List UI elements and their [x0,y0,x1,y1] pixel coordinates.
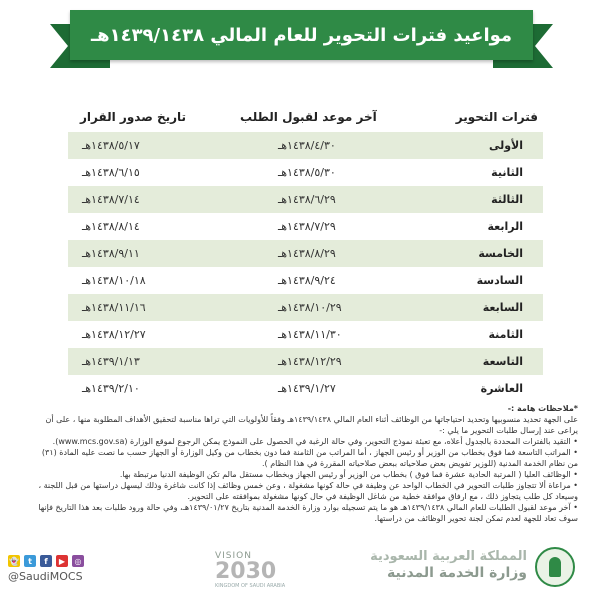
cell-last-date: ١٤٣٨/٤/٣٠هـ [278,139,336,152]
cell-period: الثامنة [488,328,523,341]
cell-period: السابعة [482,301,523,314]
cell-last-date: ١٤٣٨/٥/٣٠هـ [278,166,336,179]
note-item: • مراعاة ألا تتجاوز طلبات التحوير في الخطاب الواحد عن وظيفة في حالة كونها مشغولة ، وعن خمس وظائف إذا كانت شاغرة وذلك ليسهل دراستها من قبل اللجنة ، وسيعاد كل طلب يتجاوز ذلك ، مع ارفاق موافقة خطية من شاغل الوظيفة في حال كونها مشغولة بموافقته على التحوير. [30,480,578,502]
instagram-icon[interactable]: ◎ [72,555,84,567]
note-item: • المراتب التاسعة فما فوق بخطاب من الوزير أو رئيس الجهاز ، أما المراتب من الثامنة فما دون بخطاب من وكيل الوزارة أو الجهاز حسب ما نصت عليه المادة (٣١) من نظام الخدمة المدنية (للوزير تفويض بعض صلاحياته ببعض صلاحياته المقررة في هذا النظام ). [30,447,578,469]
notes-section [30,403,578,524]
cell-decision-date: ١٤٣٨/٩/١١هـ [82,247,140,260]
cell-decision-date: ١٤٣٨/٦/١٥هـ [82,166,140,179]
footer [0,545,603,600]
schedule-table [68,132,543,402]
cell-period: الخامسة [478,247,523,260]
note-item: • التقيد بالفترات المحددة بالجدول أعلاه، مع تعبئة نموذج التحوير، وفي حالة الرغبة في الحصول على النموذج يمكن الرجوع لموقع الوزارة (www.mcs.gov.sa). [30,436,578,447]
cell-last-date: ١٤٣٨/٧/٢٩هـ [278,220,336,233]
cell-period: الثانية [491,166,523,179]
cell-last-date: ١٤٣٨/١١/٣٠هـ [278,328,342,341]
notes-title: *ملاحظات هامة :- [507,404,578,413]
banner-body [70,10,533,60]
palm-swords-emblem-icon [535,547,575,587]
table-row [68,267,543,294]
cell-decision-date: ١٤٣٨/١٠/١٨هـ [82,274,146,287]
twitter-icon[interactable]: t [24,555,36,567]
youtube-icon[interactable]: ▶ [56,555,68,567]
vision-label: VISION [215,551,252,561]
header-period: فترات التحوير [455,110,538,124]
cell-decision-date: ١٤٣٨/٥/١٧هـ [82,139,140,152]
table-row [68,186,543,213]
facebook-icon[interactable]: f [40,555,52,567]
cell-period: الثالثة [491,193,523,206]
cell-decision-date: ١٤٣٨/٨/١٤هـ [82,220,140,233]
note-item: • الوظائف العليا ( المرتبة الحادية عشرة فما فوق ) بخطاب من الوزير أو رئيس الجهاز وبخطاب مستقل مالم تكن الوظيفة الدنيا مرتبطة بها. [30,469,578,480]
title-banner [70,10,533,68]
table-header [0,110,603,130]
ministry-logo [365,547,575,595]
vision-2030-logo [215,551,345,595]
vision-sub: KINGDOM OF SAUDI ARABIA [215,583,286,589]
cell-last-date: ١٤٣٨/٩/٢٤هـ [278,274,336,287]
cell-period: الرابعة [487,220,523,233]
cell-last-date: ١٤٣٨/١٠/٢٩هـ [278,301,342,314]
cell-period: الأولى [488,139,523,152]
cell-decision-date: ١٤٣٨/٧/١٤هـ [82,193,140,206]
cell-period: العاشرة [480,382,523,395]
vision-year: 2030 [215,559,277,584]
table-row [68,132,543,159]
ministry-country: المملكة العربية السعودية [370,549,527,564]
table-row [68,159,543,186]
table-row [68,240,543,267]
cell-decision-date: ١٤٣٨/١١/١٦هـ [82,301,146,314]
cell-last-date: ١٤٣٨/٦/٢٩هـ [278,193,336,206]
table-row [68,375,543,402]
cell-decision-date: ١٤٣٨/١٢/٢٧هـ [82,328,146,341]
snapchat-icon[interactable]: 👻 [9,556,19,566]
table-row [68,321,543,348]
social-handle[interactable]: @SaudiMOCS [8,570,83,583]
note-item: • آخر موعد لقبول الطلبات للعام المالي ١٤٣٩/١٤٣٨هـ هو ما يتم تسجيله بوارد وزارة الخدمة المدنية بتاريخ ١٤٣٩/٠١/٢٧هـ، وفي حالة ورود طلبات بعد هذا التاريخ فإنها سوف تعاد للجهة لعدم تمكن لجنة تحوير الوظائف من دراستها. [30,502,578,524]
cell-last-date: ١٤٣٨/١٢/٢٩هـ [278,355,342,368]
social-block [8,555,128,583]
header-decision-date: تاريخ صدور القرار [80,110,187,124]
cell-last-date: ١٤٣٩/١/٢٧هـ [278,382,336,395]
table-row [68,294,543,321]
notes-intro: على الجهة تحديد منسوبيها وتحديد احتياجاتها من الوظائف أثناء العام المالي ١٤٣٩/١٤٣٨هـ وفقاً للأولويات التي تراها مناسبة لتحقيق الأهداف المطلوبة منها ، على أن يراعى عند إرسال طلبات التحوير ما يلي :- [45,415,578,435]
cell-decision-date: ١٤٣٩/٢/١٠هـ [82,382,140,395]
cell-period: التاسعة [482,355,523,368]
ministry-name: وزارة الخدمة المدنية [386,565,527,581]
header-last-date: آخر موعد لقبول الطلب [240,110,377,124]
table-row [68,348,543,375]
cell-period: السادسة [476,274,523,287]
cell-decision-date: ١٤٣٩/١/١٣هـ [82,355,140,368]
social-icons [8,555,128,567]
page-title: مواعيد فترات التحوير للعام المالي ١٤٣٩/١٤٣٨هـ [90,24,513,46]
cell-last-date: ١٤٣٨/٨/٢٩هـ [278,247,336,260]
table-row [68,213,543,240]
